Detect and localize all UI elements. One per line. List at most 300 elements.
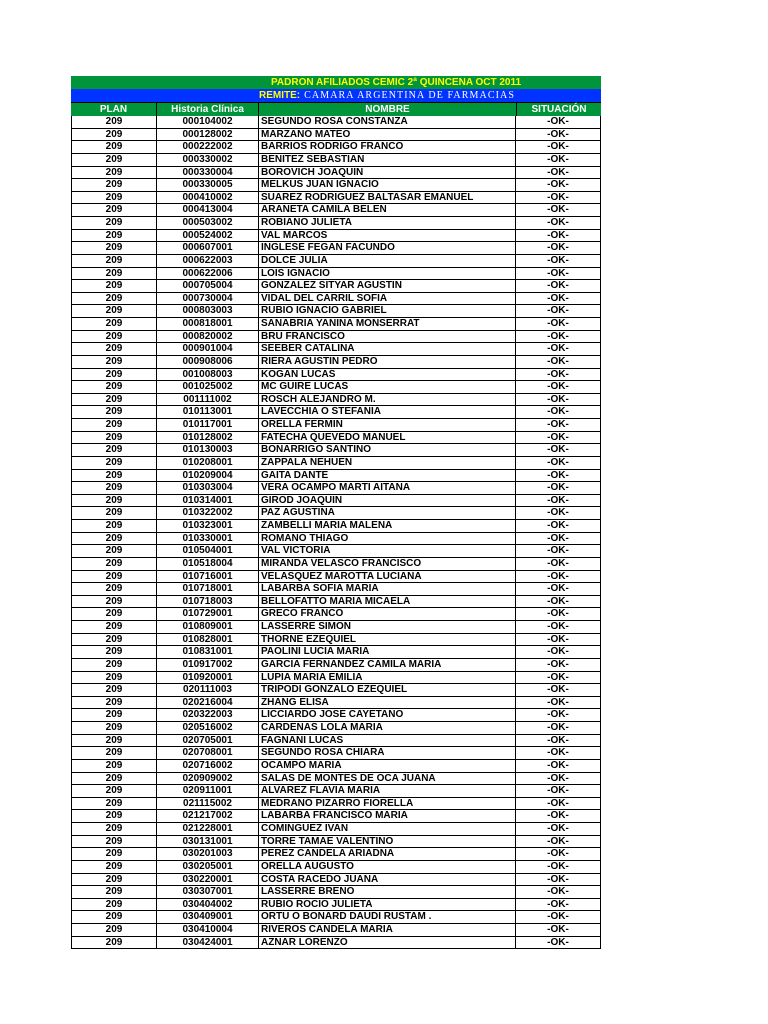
table-row	[72, 899, 600, 912]
cell-situacion: -OK-	[515, 432, 600, 444]
cell-nombre: LASSERRE SIMON	[258, 621, 515, 633]
cell-situacion: -OK-	[515, 911, 600, 923]
cell-historia-clinica: 010208001	[156, 457, 258, 469]
cell-historia-clinica: 020911001	[156, 785, 258, 797]
cell-plan: 209	[105, 835, 123, 847]
cell-nombre: FATECHA QUEVEDO MANUEL	[258, 432, 515, 444]
cell-plan: 209	[105, 305, 123, 317]
cell-nombre: BENITEZ SEBASTIAN	[258, 154, 515, 166]
cell-historia-clinica: 000330002	[156, 154, 258, 166]
cell-plan: 209	[105, 318, 123, 329]
table-row	[72, 293, 600, 306]
table-row	[72, 318, 600, 331]
cell-plan: 209	[105, 658, 123, 670]
cell-nombre: INGLESE FEGAN FACUNDO	[258, 242, 515, 254]
cell-situacion: -OK-	[515, 129, 600, 141]
cell-situacion: -OK-	[515, 394, 600, 406]
cell-situacion: -OK-	[515, 722, 600, 734]
table-row	[72, 495, 600, 508]
cell-plan: 209	[105, 924, 123, 935]
cell-plan: 209	[105, 128, 123, 140]
cell-historia-clinica: 010718003	[156, 596, 258, 608]
table-row	[72, 268, 600, 281]
cell-nombre: BRU FRANCISCO	[258, 331, 515, 343]
cell-nombre: LASSERRE BRENO	[258, 886, 515, 898]
cell-historia-clinica: 021217002	[156, 810, 258, 822]
cell-situacion: -OK-	[515, 823, 600, 835]
cell-historia-clinica: 010716001	[156, 571, 258, 583]
table-row	[72, 810, 600, 823]
cell-historia-clinica: 000730004	[156, 293, 258, 305]
table-row	[72, 520, 600, 533]
table-row	[72, 482, 600, 495]
cell-situacion: -OK-	[515, 116, 600, 128]
cell-historia-clinica: 020708001	[156, 747, 258, 759]
cell-historia-clinica: 010718001	[156, 583, 258, 595]
cell-situacion: -OK-	[515, 406, 600, 418]
table-row	[72, 179, 600, 192]
cell-historia-clinica: 000803003	[156, 305, 258, 317]
cell-plan: 209	[105, 330, 123, 342]
cell-situacion: -OK-	[515, 874, 600, 886]
cell-plan: 209	[105, 406, 123, 418]
cell-historia-clinica: 020516002	[156, 722, 258, 734]
header-nombre: NOMBRE	[258, 103, 516, 116]
cell-historia-clinica: 000622003	[156, 255, 258, 267]
remite-row	[71, 89, 601, 102]
cell-nombre: LABARBA SOFIA MARIA	[258, 583, 515, 595]
cell-historia-clinica: 030409001	[156, 911, 258, 923]
cell-situacion: -OK-	[515, 369, 600, 381]
cell-nombre: PAOLINI LUCIA MARIA	[258, 646, 515, 658]
cell-plan: 209	[105, 545, 123, 557]
cell-plan: 209	[105, 759, 123, 771]
cell-historia-clinica: 030201003	[156, 848, 258, 860]
cell-situacion: -OK-	[515, 268, 600, 280]
cell-plan: 209	[105, 431, 123, 443]
table-row	[72, 583, 600, 596]
cell-nombre: ARANETA CAMILA BELEN	[258, 204, 515, 216]
cell-historia-clinica: 000503002	[156, 217, 258, 229]
cell-nombre: ORTU O BONARD DAUDI RUSTAM .	[258, 911, 515, 923]
cell-historia-clinica: 010113001	[156, 406, 258, 418]
cell-nombre: BARRIOS RODRIGO FRANCO	[258, 141, 515, 153]
table-row	[72, 432, 600, 445]
cell-historia-clinica: 020716002	[156, 760, 258, 772]
cell-nombre: VERA OCAMPO MARTI AITANA	[258, 482, 515, 494]
member-rows	[71, 116, 601, 949]
cell-situacion: -OK-	[515, 836, 600, 848]
cell-historia-clinica: 010920001	[156, 672, 258, 684]
cell-nombre: RIVEROS CANDELA MARIA	[258, 924, 515, 936]
cell-nombre: ROMANO THIAGO	[258, 533, 515, 545]
table-row	[72, 571, 600, 584]
cell-plan: 209	[105, 557, 123, 569]
cell-historia-clinica: 010323001	[156, 520, 258, 532]
cell-plan: 209	[105, 747, 123, 759]
table-row	[72, 204, 600, 217]
cell-nombre: FAGNANI LUCAS	[258, 735, 515, 747]
cell-situacion: -OK-	[515, 192, 600, 204]
cell-historia-clinica: 010917002	[156, 659, 258, 671]
table-row	[72, 230, 600, 243]
cell-historia-clinica: 000705004	[156, 280, 258, 292]
cell-plan: 209	[105, 141, 123, 153]
cell-plan: 209	[105, 153, 123, 165]
cell-nombre: LICCIARDO JOSE CAYETANO	[258, 709, 515, 721]
table-row	[72, 646, 600, 659]
table-row	[72, 545, 600, 558]
cell-nombre: RUBIO ROCIO JULIETA	[258, 899, 515, 911]
cell-plan: 209	[105, 911, 123, 923]
cell-situacion: -OK-	[515, 154, 600, 166]
cell-nombre: ZHANG ELISA	[258, 697, 515, 709]
cell-situacion: -OK-	[515, 381, 600, 393]
cell-plan: 209	[105, 848, 123, 860]
cell-plan: 209	[105, 444, 123, 456]
cell-situacion: -OK-	[515, 621, 600, 633]
cell-nombre: VAL MARCOS	[258, 230, 515, 242]
cell-nombre: TORRE TAMAE VALENTINO	[258, 836, 515, 848]
cell-historia-clinica: 030205001	[156, 861, 258, 873]
table-row	[72, 242, 600, 255]
cell-nombre: SANABRIA YANINA MONSERRAT	[258, 318, 515, 330]
cell-historia-clinica: 000413004	[156, 204, 258, 216]
cell-historia-clinica: 010314001	[156, 495, 258, 507]
cell-historia-clinica: 000128002	[156, 129, 258, 141]
header-plan: PLAN	[99, 104, 128, 115]
cell-nombre: GAITA DANTE	[258, 470, 515, 482]
cell-situacion: -OK-	[515, 331, 600, 343]
cell-nombre: THORNE EZEQUIEL	[258, 634, 515, 646]
table-row	[72, 937, 600, 950]
cell-historia-clinica: 021115002	[156, 798, 258, 810]
member-roster-sheet	[71, 76, 601, 949]
cell-situacion: -OK-	[515, 318, 600, 330]
table-row	[72, 381, 600, 394]
cell-situacion: -OK-	[515, 583, 600, 595]
cell-nombre: SEGUNDO ROSA CHIARA	[258, 747, 515, 759]
cell-historia-clinica: 030131001	[156, 836, 258, 848]
table-row	[72, 709, 600, 722]
cell-plan: 209	[105, 191, 123, 203]
cell-situacion: -OK-	[515, 785, 600, 797]
cell-situacion: -OK-	[515, 899, 600, 911]
cell-nombre: SEEBER CATALINA	[258, 343, 515, 355]
cell-plan: 209	[105, 482, 123, 494]
cell-situacion: -OK-	[515, 709, 600, 721]
cell-plan: 209	[105, 254, 123, 266]
cell-plan: 209	[105, 494, 123, 506]
cell-plan: 209	[105, 608, 123, 620]
cell-situacion: -OK-	[515, 255, 600, 267]
cell-historia-clinica: 010504001	[156, 545, 258, 557]
cell-plan: 209	[105, 355, 123, 367]
cell-historia-clinica: 020111003	[156, 684, 258, 696]
cell-nombre: BONARRIGO SANTINO	[258, 444, 515, 456]
cell-nombre: LABARBA FRANCISCO MARIA	[258, 810, 515, 822]
table-row	[72, 444, 600, 457]
cell-situacion: -OK-	[515, 482, 600, 494]
table-row	[72, 558, 600, 571]
cell-nombre: MARZANO MATEO	[258, 129, 515, 141]
table-row	[72, 280, 600, 293]
cell-nombre: BOROVICH JOAQUIN	[258, 167, 515, 179]
table-row	[72, 886, 600, 899]
cell-nombre: KOGAN LUCAS	[258, 369, 515, 381]
table-row	[72, 369, 600, 382]
cell-historia-clinica: 030307001	[156, 886, 258, 898]
table-row	[72, 760, 600, 773]
cell-plan: 209	[105, 696, 123, 708]
cell-plan: 209	[105, 381, 123, 393]
cell-situacion: -OK-	[515, 444, 600, 456]
table-row	[72, 255, 600, 268]
table-row	[72, 356, 600, 369]
cell-nombre: SUAREZ RODRIGUEZ BALTASAR EMANUEL	[258, 192, 515, 204]
cell-historia-clinica: 010518004	[156, 558, 258, 570]
cell-plan: 209	[105, 116, 123, 127]
cell-situacion: -OK-	[515, 684, 600, 696]
cell-nombre: RIERA AGUSTIN PEDRO	[258, 356, 515, 368]
cell-situacion: -OK-	[515, 646, 600, 658]
cell-plan: 209	[105, 898, 123, 910]
cell-plan: 209	[105, 570, 123, 582]
cell-plan: 209	[105, 507, 123, 519]
cell-situacion: -OK-	[515, 697, 600, 709]
table-row	[72, 331, 600, 344]
cell-plan: 209	[105, 368, 123, 380]
table-row	[72, 533, 600, 546]
cell-plan: 209	[105, 456, 123, 468]
cell-nombre: ORELLA AUGUSTO	[258, 861, 515, 873]
cell-nombre: VIDAL DEL CARRIL SOFIA	[258, 293, 515, 305]
table-row	[72, 823, 600, 836]
cell-plan: 209	[105, 709, 123, 721]
cell-situacion: -OK-	[515, 293, 600, 305]
cell-nombre: PEREZ CANDELA ARIADNA	[258, 848, 515, 860]
cell-historia-clinica: 010322002	[156, 507, 258, 519]
cell-nombre: LAVECCHIA O STEFANIA	[258, 406, 515, 418]
cell-plan: 209	[105, 797, 123, 809]
table-row	[72, 747, 600, 760]
cell-plan: 209	[105, 393, 123, 405]
cell-situacion: -OK-	[515, 760, 600, 772]
cell-plan: 209	[105, 936, 123, 948]
table-row	[72, 672, 600, 685]
cell-historia-clinica: 000524002	[156, 230, 258, 242]
table-row	[72, 848, 600, 861]
table-row	[72, 924, 600, 937]
cell-nombre: ALVAREZ FLAVIA MARIA	[258, 785, 515, 797]
table-row	[72, 406, 600, 419]
cell-situacion: -OK-	[515, 848, 600, 860]
cell-plan: 209	[105, 419, 123, 430]
cell-plan: 209	[105, 722, 123, 733]
cell-plan: 209	[105, 217, 123, 228]
cell-situacion: -OK-	[515, 217, 600, 229]
cell-nombre: ZAMBELLI MARIA MALENA	[258, 520, 515, 532]
table-row	[72, 419, 600, 432]
cell-situacion: -OK-	[515, 204, 600, 216]
cell-nombre: GARCIA FERNANDEZ CAMILA MARIA	[258, 659, 515, 671]
cell-plan: 209	[105, 179, 123, 191]
cell-nombre: ROBIANO JULIETA	[258, 217, 515, 229]
cell-nombre: COMINGUEZ IVAN	[258, 823, 515, 835]
cell-historia-clinica: 010831001	[156, 646, 258, 658]
cell-nombre: TRIPODI GONZALO EZEQUIEL	[258, 684, 515, 696]
cell-plan: 209	[105, 621, 123, 632]
cell-situacion: -OK-	[515, 419, 600, 431]
cell-situacion: -OK-	[515, 533, 600, 545]
cell-historia-clinica: 030424001	[156, 937, 258, 949]
cell-plan: 209	[105, 595, 123, 607]
cell-plan: 209	[105, 242, 123, 254]
cell-situacion: -OK-	[515, 280, 600, 292]
cell-nombre: OCAMPO MARIA	[258, 760, 515, 772]
table-row	[72, 621, 600, 634]
cell-plan: 209	[105, 886, 123, 898]
cell-nombre: GIROD JOAQUIN	[258, 495, 515, 507]
cell-plan: 209	[105, 734, 123, 746]
cell-nombre: MC GUIRE LUCAS	[258, 381, 515, 393]
cell-situacion: -OK-	[515, 861, 600, 873]
cell-historia-clinica: 010828001	[156, 634, 258, 646]
table-row	[72, 470, 600, 483]
cell-situacion: -OK-	[515, 634, 600, 646]
cell-nombre: MIRANDA VELASCO FRANCISCO	[258, 558, 515, 570]
cell-nombre: MEDRANO PIZARRO FIORELLA	[258, 798, 515, 810]
table-row	[72, 659, 600, 672]
table-row	[72, 141, 600, 154]
cell-plan: 209	[105, 823, 123, 834]
cell-plan: 209	[105, 204, 123, 216]
cell-situacion: -OK-	[515, 356, 600, 368]
cell-nombre: COSTA RACEDO JUANA	[258, 874, 515, 886]
cell-plan: 209	[105, 166, 123, 178]
table-row	[72, 507, 600, 520]
cell-plan: 209	[105, 860, 123, 872]
cell-historia-clinica: 010209004	[156, 470, 258, 482]
cell-situacion: -OK-	[515, 520, 600, 532]
cell-nombre: MELKUS JUAN IGNACIO	[258, 179, 515, 191]
cell-historia-clinica: 020216004	[156, 697, 258, 709]
cell-plan: 209	[105, 633, 123, 645]
table-row	[72, 798, 600, 811]
cell-historia-clinica: 000330004	[156, 167, 258, 179]
table-row	[72, 684, 600, 697]
table-row	[72, 116, 600, 129]
cell-historia-clinica: 000901004	[156, 343, 258, 355]
cell-nombre: CARDENAS LOLA MARIA	[258, 722, 515, 734]
cell-situacion: -OK-	[515, 773, 600, 785]
cell-historia-clinica: 010303004	[156, 482, 258, 494]
cell-situacion: -OK-	[515, 886, 600, 898]
cell-historia-clinica: 010809001	[156, 621, 258, 633]
table-row	[72, 773, 600, 786]
table-row	[72, 129, 600, 142]
table-row	[72, 305, 600, 318]
cell-plan: 209	[105, 292, 123, 304]
cell-historia-clinica: 000818001	[156, 318, 258, 330]
table-row	[72, 167, 600, 180]
cell-nombre: DOLCE JULIA	[258, 255, 515, 267]
cell-historia-clinica: 020322003	[156, 709, 258, 721]
table-row	[72, 785, 600, 798]
cell-historia-clinica: 001008003	[156, 369, 258, 381]
column-header-row	[71, 102, 601, 116]
table-row	[72, 874, 600, 887]
cell-historia-clinica: 020705001	[156, 735, 258, 747]
cell-historia-clinica: 010128002	[156, 432, 258, 444]
cell-situacion: -OK-	[515, 937, 600, 949]
cell-plan: 209	[105, 343, 123, 355]
report-title: PADRON AFILIADOS CEMIC 2ª QUINCENA OCT 2011	[271, 77, 522, 88]
table-row	[72, 608, 600, 621]
header-situacion: SITUACIÓN	[516, 103, 601, 116]
cell-historia-clinica: 000820002	[156, 331, 258, 343]
cell-historia-clinica: 000607001	[156, 242, 258, 254]
remite-label: REMITE:	[259, 90, 301, 101]
cell-situacion: -OK-	[515, 596, 600, 608]
cell-situacion: -OK-	[515, 141, 600, 153]
cell-historia-clinica: 020909002	[156, 773, 258, 785]
cell-nombre: LUPIA MARIA EMILIA	[258, 672, 515, 684]
table-row	[72, 861, 600, 874]
cell-nombre: SEGUNDO ROSA CONSTANZA	[258, 116, 515, 128]
table-row	[72, 154, 600, 167]
cell-nombre: ORELLA FERMIN	[258, 419, 515, 431]
cell-plan: 209	[105, 520, 123, 531]
cell-historia-clinica: 010117001	[156, 419, 258, 431]
cell-situacion: -OK-	[515, 343, 600, 355]
cell-plan: 209	[105, 671, 123, 683]
table-row	[72, 911, 600, 924]
cell-plan: 209	[105, 229, 123, 241]
table-row	[72, 596, 600, 609]
cell-situacion: -OK-	[515, 179, 600, 191]
header-historia-clinica: Historia Clínica	[156, 103, 258, 116]
cell-historia-clinica: 000330005	[156, 179, 258, 191]
cell-situacion: -OK-	[515, 242, 600, 254]
cell-historia-clinica: 001025002	[156, 381, 258, 393]
table-row	[72, 217, 600, 230]
cell-historia-clinica: 000222002	[156, 141, 258, 153]
cell-historia-clinica: 000908006	[156, 356, 258, 368]
cell-situacion: -OK-	[515, 507, 600, 519]
cell-plan: 209	[105, 873, 123, 885]
table-row	[72, 735, 600, 748]
cell-historia-clinica: 010330001	[156, 533, 258, 545]
report-title-row	[71, 76, 601, 89]
cell-historia-clinica: 000622006	[156, 268, 258, 280]
cell-situacion: -OK-	[515, 470, 600, 482]
cell-situacion: -OK-	[515, 167, 600, 179]
cell-historia-clinica: 030410004	[156, 924, 258, 936]
cell-historia-clinica: 001111002	[156, 394, 258, 406]
cell-nombre: VELASQUEZ MAROTTA LUCIANA	[258, 571, 515, 583]
cell-situacion: -OK-	[515, 305, 600, 317]
table-row	[72, 634, 600, 647]
table-row	[72, 394, 600, 407]
cell-historia-clinica: 030404002	[156, 899, 258, 911]
table-row	[72, 343, 600, 356]
cell-situacion: -OK-	[515, 735, 600, 747]
table-row	[72, 192, 600, 205]
cell-plan: 209	[105, 469, 123, 481]
cell-nombre: AZNAR LORENZO	[258, 937, 515, 949]
cell-nombre: VAL VICTORIA	[258, 545, 515, 557]
